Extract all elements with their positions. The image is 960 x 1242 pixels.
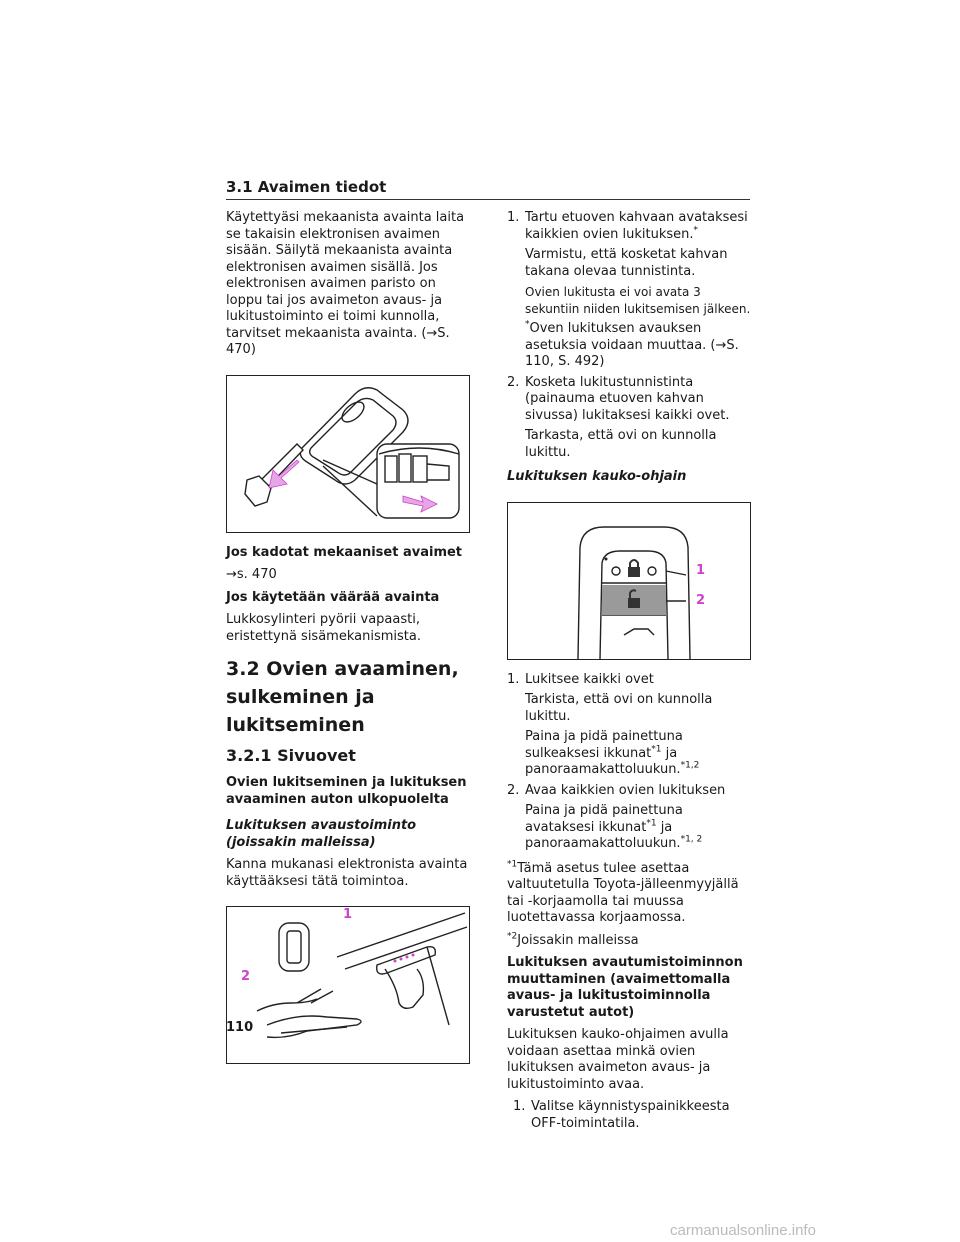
wrong-key-text: Lukkosylinteri pyörii vapaasti, eristettynä sisämekanismista. <box>226 612 421 644</box>
remote-step-2: 2. Avaa kaikkien ovien lukituksen <box>507 782 726 798</box>
outside-lock-heading: Ovien lukitseminen ja lukituksen avaaminen auton ulkopuolelta <box>226 775 467 807</box>
remote-step-2-hold: Paina ja pidä painettuna avataksesi ikkunat$^{*1}$ ja panoraamakattoluukun.$^{*1, 2}$ <box>525 803 703 851</box>
customize-step-1: 1. Valitse käynnistyspainikkeesta OFF-toimintatila. <box>513 1099 730 1131</box>
step-1-note-1: Varmistu, että kosketat kahvan takana olevaa tunnistinta. <box>525 247 728 279</box>
smart-entry-text: Kanna mukanasi elektronista avainta käyttääksesi tätä toimintoa. <box>226 857 468 889</box>
page-number: 110 <box>226 1020 254 1035</box>
remote-figure <box>507 502 751 660</box>
wrong-key-heading: Jos käytetään väärää avainta <box>226 589 440 605</box>
remote-step-1-hold: Paina ja pidä painettuna sulkeaksesi ikkunat$^{*1}$ ja panoraamakattoluukun.$^{*1,2}$ <box>525 729 700 777</box>
footnote-1: $^{*1}$Tämä asetus tulee asettaa valtuutetulla Toyota-jälleenmyyjällä tai -korjaamolla tai muussa luotettavassa korjaamossa. <box>507 859 739 925</box>
remote-heading: Lukituksen kauko-ohjain <box>507 469 687 484</box>
step-1-note-2: Ovien lukitusta ei voi avata 3 sekuntiin niiden lukitsemisen jälkeen. <box>525 285 751 316</box>
remote-callout-2: 2 <box>696 592 706 608</box>
intro-paragraph: Käytettyäsi mekaanista avainta laita se takaisin elektronisen avaimen sisään. Säilytä mekaanista avainta elektronisen avaimen sisällä. Jos elektronisen avaimen paristo on loppu tai jos avaimeton avaus- ja lukitustoiminto ei toimi kunnolla, tarvitset mekaanista avainta. (→S. 470) <box>226 210 465 357</box>
mechanical-key-illustration <box>227 376 469 532</box>
chapter-heading: 3.2 Ovien avaaminen, sulkeminen ja lukitseminen <box>226 658 459 736</box>
customize-text: Lukituksen kauko-ohjaimen avulla voidaan asettaa minkä ovien lukituksen avaimeton avaus- ja lukitustoiminto avaa. <box>507 1027 729 1092</box>
subchapter-heading: 3.2.1 Sivuovet <box>226 746 356 765</box>
footnote-2: $^{*2}$Joissakin malleissa <box>507 931 639 948</box>
lost-keys-heading: Jos kadotat mekaaniset avaimet <box>226 544 463 560</box>
step-2: 2. Kosketa lukitustunnistinta (painauma etuoven kahvan sivussa) lukitaksesi kaikki ovet. <box>507 374 730 423</box>
step-1: 1. Tartu etuoven kahvaan avataksesi kaikkien ovien lukituksen.* <box>507 210 748 242</box>
callout-2: 2 <box>241 969 251 984</box>
left-column <box>226 210 472 1076</box>
remote-step-1: 1. Lukitsee kaikki ovet <box>507 671 654 687</box>
callout-1: 1 <box>343 907 353 922</box>
remote-illustration <box>508 503 750 659</box>
door-handle-figure <box>226 906 470 1064</box>
customize-heading: Lukituksen avautumistoiminnon muuttaminen (avaimettomalla avaus- ja lukitustoiminnolla varustetut autot) <box>507 955 743 1020</box>
section-title: 3.1 Avaimen tiedot <box>226 178 387 196</box>
section-divider <box>226 199 750 200</box>
step-1-footnote: *Oven lukituksen avauksen asetuksia voidaan muuttaa. (→S. 110, S. 492) <box>525 319 739 369</box>
mechanical-key-figure <box>226 375 470 533</box>
remote-step-1-note: Tarkista, että ovi on kunnolla lukittu. <box>525 692 713 724</box>
door-handle-illustration <box>227 907 469 1063</box>
lost-keys-ref: →s. 470 <box>226 567 277 582</box>
step-2-note: Tarkasta, että ovi on kunnolla lukittu. <box>525 428 717 460</box>
smart-entry-heading: Lukituksen avaustoiminto (joissakin malleissa) <box>226 818 417 850</box>
watermark: carmanualsonline.info <box>670 1222 816 1239</box>
remote-callout-1: 1 <box>696 562 706 578</box>
right-column <box>507 210 753 1136</box>
